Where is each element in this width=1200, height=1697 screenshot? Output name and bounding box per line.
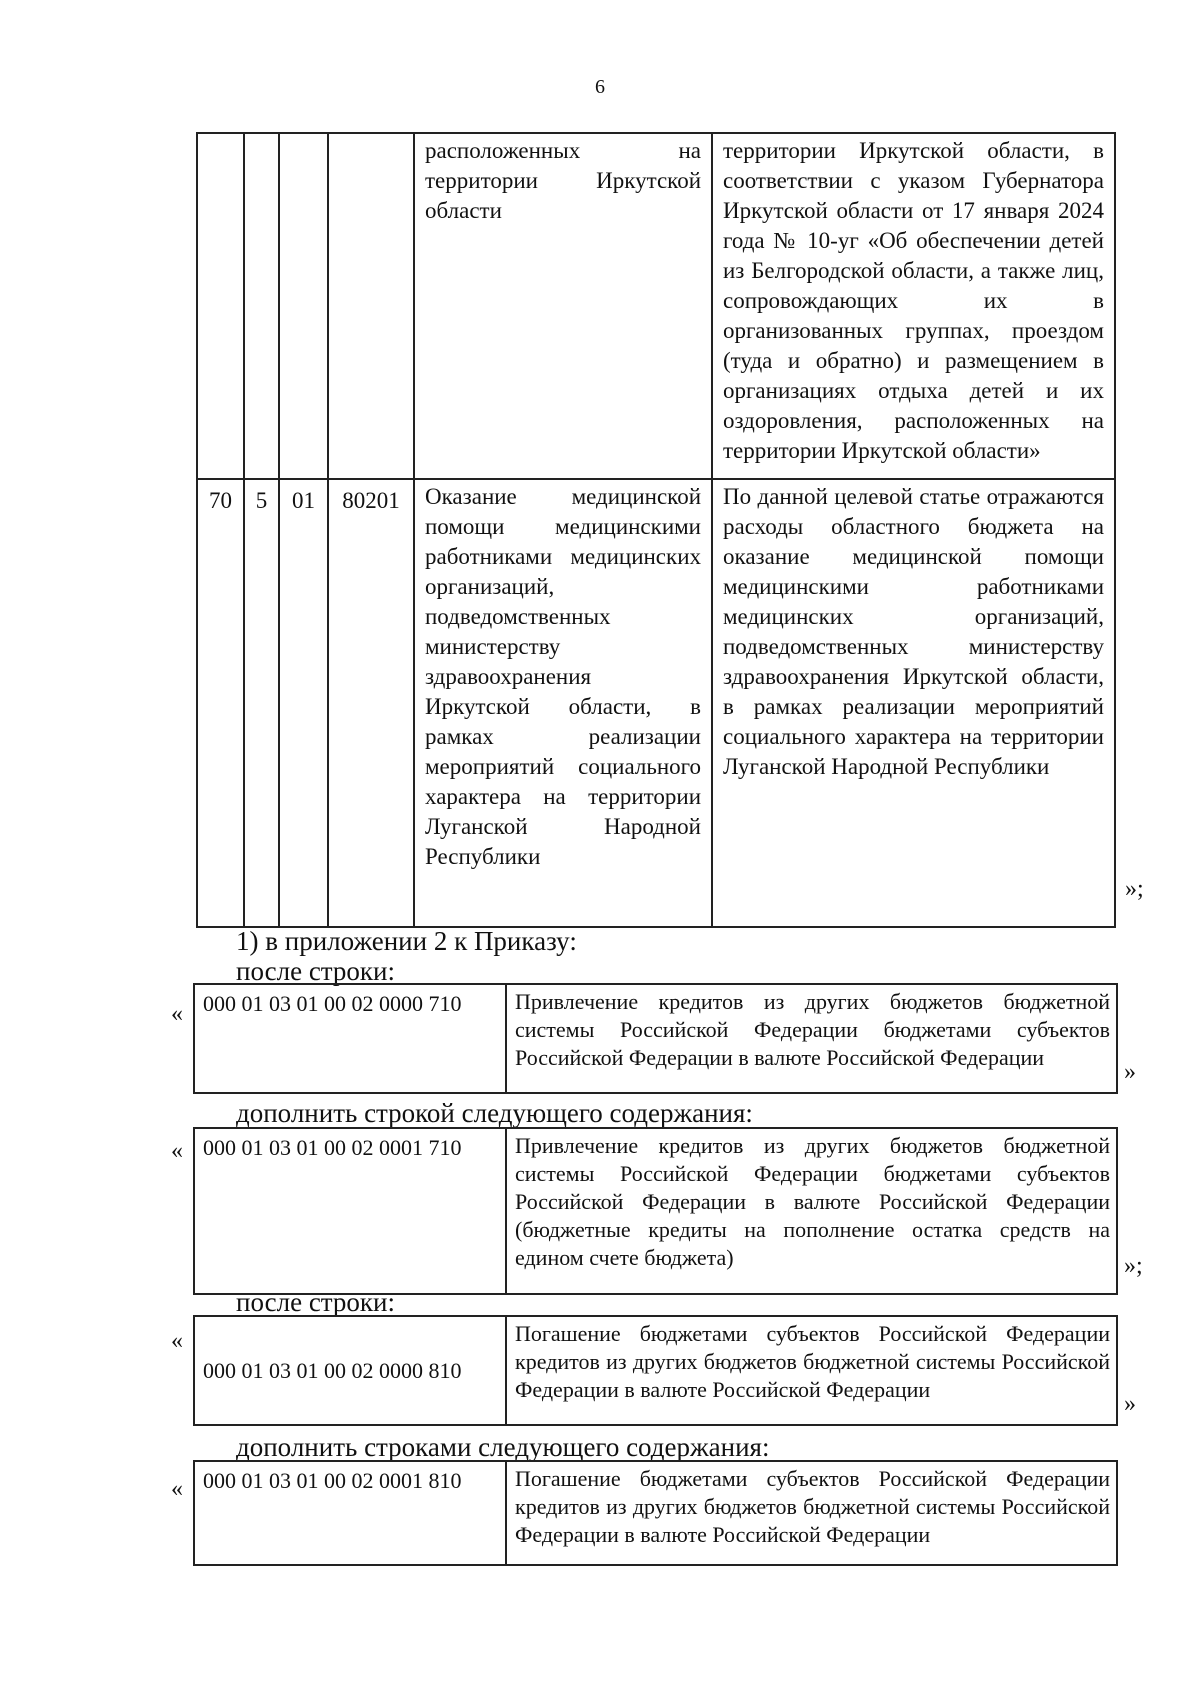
code-part-1 (197, 133, 244, 479)
code-part-2 (244, 133, 279, 479)
add-row-label: дополнить строкой следующего содержания: (236, 1098, 753, 1128)
budget-code-description: Привлечение кредитов из других бюджетов бюджетной системы Российской Федерации бюджетами субъектов Российской Федерации в валюте Российской Федерации (бюджетные кредиты на пополнение остатка средств на едином счете бюджета) (506, 1128, 1117, 1294)
table-row (194, 1461, 1117, 1565)
close-quote: » (1124, 1391, 1136, 1417)
table-row (197, 133, 1115, 479)
open-quote: « (171, 1328, 183, 1354)
budget-code-description: Погашение бюджетами субъектов Российской Федерации кредитов из других бюджетов бюджетной системы Российской Федерации в валюте Российской Федерации (506, 1316, 1117, 1425)
code-part-1: 70 (197, 479, 244, 927)
open-quote: « (171, 1001, 183, 1027)
budget-code-description: Погашение бюджетами субъектов Российской Федерации кредитов из других бюджетов бюджетной системы Российской Федерации в валюте Российской Федерации (506, 1461, 1117, 1565)
close-quote: » (1124, 1059, 1136, 1085)
table-row (194, 984, 1117, 1093)
budget-code: 000 01 03 01 00 02 0000 710 (194, 984, 506, 1093)
table-row (197, 479, 1115, 927)
table-row (194, 1316, 1117, 1425)
paragraph-appendix-2: 1) в приложении 2 к Приказу: (236, 926, 577, 956)
article-description: территории Иркутской области, в соответствии с указом Губернатора Иркутской области от 17 января 2024 года № 10-уг «Об обеспечении детей из Белгородской области, а также лиц, сопровождающих их в организованных группах, проездом (туда и обратно) и размещением в организациях отдыха детей и их оздоровления, расположенных на территории Иркутской области» (712, 133, 1115, 479)
article-name: Оказание медицинской помощи медицинскими работниками медицинских организаций, подведомственных министерству здравоохранения Иркутской области, в рамках реализации мероприятий социального характера на территории Луганской Народной Республики (414, 479, 712, 927)
after-row-label: после строки: (236, 956, 395, 986)
article-description: По данной целевой статье отражаются расходы областного бюджета на оказание медицинской помощи медицинскими работниками медицинских организаций, подведомственных министерству здравоохранения Иркутской области, в рамках реализации мероприятий социального характера на территории Луганской Народной Республики (712, 479, 1115, 927)
target-articles-table (196, 132, 1116, 928)
code-row-table (193, 1460, 1118, 1566)
open-quote: « (171, 1476, 183, 1502)
code-part-2: 5 (244, 479, 279, 927)
code-part-3 (279, 133, 328, 479)
budget-code-description: Привлечение кредитов из других бюджетов бюджетной системы Российской Федерации бюджетами субъектов Российской Федерации в валюте Российской Федерации (506, 984, 1117, 1093)
code-part-4 (328, 133, 414, 479)
open-quote: « (171, 1138, 183, 1164)
add-rows-label: дополнить строками следующего содержания: (236, 1432, 770, 1462)
code-row-table (193, 1127, 1118, 1295)
table-row (194, 1128, 1117, 1294)
close-quote: »; (1124, 1253, 1143, 1279)
after-row-label: после строки: (236, 1287, 395, 1317)
code-part-3: 01 (279, 479, 328, 927)
code-part-4: 80201 (328, 479, 414, 927)
budget-code: 000 01 03 01 00 02 0001 810 (194, 1461, 506, 1565)
page-number: 6 (595, 76, 605, 98)
code-row-table (193, 983, 1118, 1094)
budget-code: 000 01 03 01 00 02 0000 810 (194, 1316, 506, 1425)
budget-code: 000 01 03 01 00 02 0001 710 (194, 1128, 506, 1294)
closing-quote: »; (1125, 876, 1144, 902)
article-name: расположенных на территории Иркутской области (414, 133, 712, 479)
code-row-table (193, 1315, 1118, 1426)
